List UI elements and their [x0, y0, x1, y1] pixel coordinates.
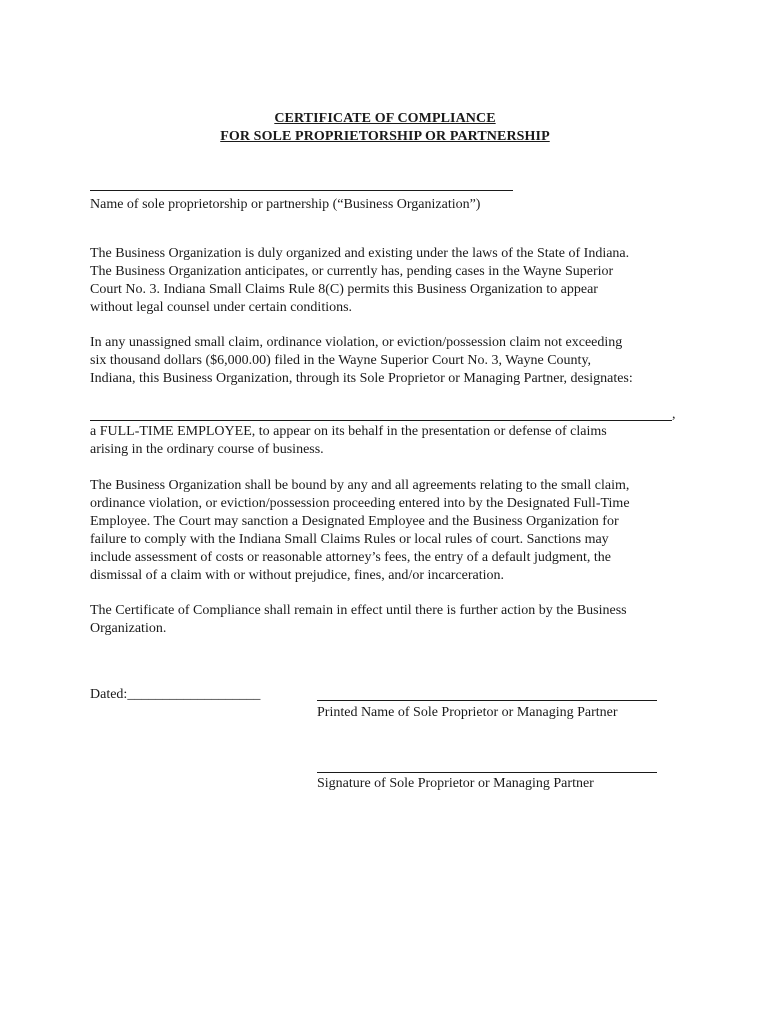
paragraph-line: include assessment of costs or reasonable attorney’s fees, the entry of a default judgment, the — [90, 550, 611, 565]
paragraph-line: Court No. 3. Indiana Small Claims Rule 8(C) permits this Business Organization to appear — [90, 282, 598, 297]
document-title-line-1: CERTIFICATE OF COMPLIANCE — [274, 111, 496, 126]
printed-name-blank[interactable] — [317, 700, 657, 701]
paragraph-line: six thousand dollars ($6,000.00) filed in the Wayne Superior Court No. 3, Wayne County, — [90, 353, 592, 368]
paragraph-organization — [90, 245, 690, 317]
paragraph-line: Organization. — [90, 621, 167, 636]
paragraph-line: The Certificate of Compliance shall remain in effect until there is further action by the Business — [90, 603, 627, 618]
paragraph-line: Employee. The Court may sanction a Designated Employee and the Business Organization for — [90, 514, 619, 529]
dated-field[interactable]: Dated:___________________ — [90, 687, 261, 702]
paragraph-line: The Business Organization is duly organized and existing under the laws of the State of Indiana. — [90, 246, 630, 261]
business-name-label: Name of sole proprietorship or partnership (“Business Organization”) — [90, 197, 481, 212]
paragraph-line: The Business Organization shall be bound by any and all agreements relating to the small claim, — [90, 478, 630, 493]
paragraph-line: dismissal of a claim with or without prejudice, fines, and/or incarceration. — [90, 568, 505, 583]
designee-comma: , — [672, 407, 676, 422]
paragraph-line: a FULL-TIME EMPLOYEE, to appear on its behalf in the presentation or defense of claims — [90, 424, 607, 439]
paragraph-sanctions — [90, 477, 690, 585]
document-title-line-2: FOR SOLE PROPRIETORSHIP OR PARTNERSHIP — [220, 129, 550, 144]
paragraph-employee — [90, 423, 690, 459]
paragraph-designation — [90, 334, 690, 388]
paragraph-effect — [90, 602, 690, 638]
business-name-blank[interactable] — [90, 190, 513, 191]
paragraph-line: In any unassigned small claim, ordinance violation, or eviction/possession claim not exceeding — [90, 335, 623, 350]
paragraph-line: without legal counsel under certain conditions. — [90, 300, 353, 315]
paragraph-line: failure to comply with the Indiana Small Claims Rules or local rules of court. Sanctions may — [90, 532, 609, 547]
designee-name-blank[interactable] — [90, 420, 672, 421]
paragraph-line: Indiana, this Business Organization, through its Sole Proprietor or Managing Partner, designates: — [90, 371, 633, 386]
paragraph-line: arising in the ordinary course of business. — [90, 442, 324, 457]
paragraph-line: The Business Organization anticipates, or currently has, pending cases in the Wayne Superior — [90, 264, 614, 279]
signature-label: Signature of Sole Proprietor or Managing Partner — [317, 776, 594, 791]
paragraph-line: ordinance violation, or eviction/possession proceeding entered into by the Designated Full-Time — [90, 496, 630, 511]
printed-name-label: Printed Name of Sole Proprietor or Managing Partner — [317, 705, 618, 720]
signature-blank[interactable] — [317, 772, 657, 773]
